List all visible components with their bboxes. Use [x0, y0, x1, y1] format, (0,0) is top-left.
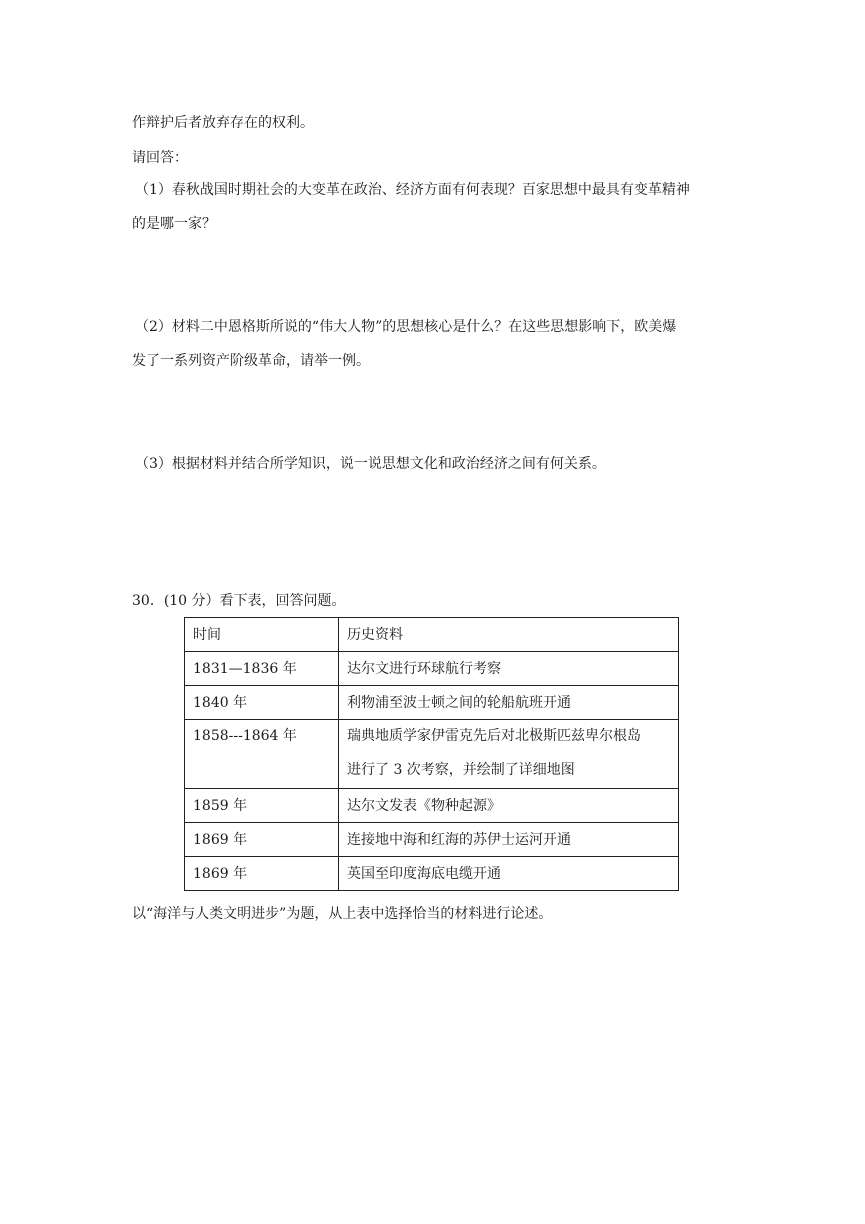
table-header-material: 历史资料 [339, 618, 679, 652]
table-row [185, 686, 679, 720]
table-cell-time: 1831—1836 年 [185, 652, 339, 686]
answer-prompt: 请回答： [132, 150, 188, 166]
table-header-row [185, 618, 679, 652]
paragraph-continuation: 作辩护后者放弃存在的权利。 [132, 115, 314, 131]
question-2-line-1: （2）材料二中恩格斯所说的“伟大人物”的思想核心是什么？在这些思想影响下，欧美爆 [135, 319, 677, 335]
table-row [185, 823, 679, 857]
table-row [185, 857, 679, 891]
table-cell-time: 1859 年 [185, 789, 339, 823]
history-table [184, 617, 679, 891]
table-header-time: 时间 [185, 618, 339, 652]
table-cell-material-line-2: 进行了 3 次考察，并绘制了详细地图 [347, 762, 575, 778]
question-2-line-2: 发了一系列资产阶级革命，请举一例。 [132, 353, 370, 369]
table-cell-material: 英国至印度海底电缆开通 [339, 857, 679, 891]
table-cell-material [339, 720, 679, 789]
question-1-line-1: （1）春秋战国时期社会的大变革在政治、经济方面有何表现？百家思想中最具有变革精神 [135, 182, 690, 198]
table-cell-time: 1858---1864 年 [185, 720, 339, 789]
table-row [185, 720, 679, 789]
table-cell-time: 1840 年 [185, 686, 339, 720]
question-3: （3）根据材料并结合所学知识，说一说思想文化和政治经济之间有何关系。 [135, 456, 606, 472]
table-row [185, 789, 679, 823]
essay-instruction: 以“海洋与人类文明进步”为题，从上表中选择恰当的材料进行论述。 [132, 906, 553, 922]
table-cell-material: 达尔文进行环球航行考察 [339, 652, 679, 686]
table-cell-time: 1869 年 [185, 823, 339, 857]
table-cell-material: 连接地中海和红海的苏伊士运河开通 [339, 823, 679, 857]
table-cell-time: 1869 年 [185, 857, 339, 891]
table-cell-material: 达尔文发表《物种起源》 [339, 789, 679, 823]
table-cell-material: 利物浦至波士顿之间的轮船航班开通 [339, 686, 679, 720]
table-row [185, 652, 679, 686]
question-30-heading: 30．(10 分）看下表，回答问题。 [132, 593, 346, 609]
question-1-line-2: 的是哪一家？ [132, 216, 216, 232]
table-cell-material-line-1: 瑞典地质学家伊雷克先后对北极斯匹兹卑尔根岛 [347, 728, 641, 744]
